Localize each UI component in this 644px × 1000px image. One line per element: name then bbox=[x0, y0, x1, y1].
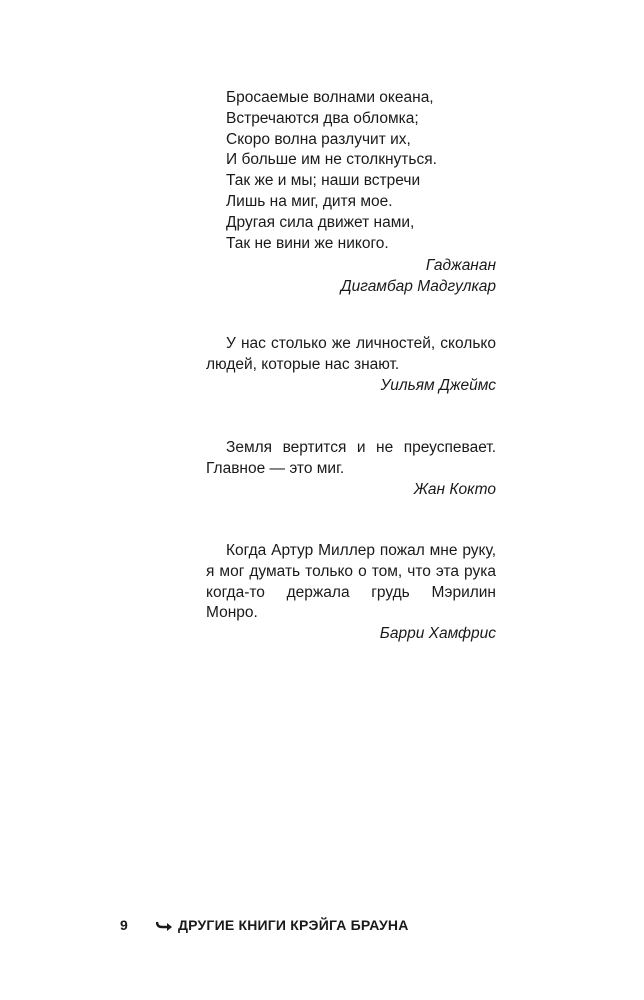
poem-line: И больше им не столкнуться. bbox=[226, 151, 437, 169]
page-number: 9 bbox=[120, 917, 128, 933]
poem-line: Так же и мы; наши встречи bbox=[226, 172, 421, 190]
epigraph-quote bbox=[206, 541, 496, 645]
epigraph-author: Уильям Джеймс bbox=[380, 376, 496, 394]
section-title: ДРУГИЕ КНИГИ КРЭЙГА БРАУНА bbox=[178, 917, 409, 933]
quote-text: Когда Артур Миллер пожал мне руку, я мог думать только о том, что эта рука когда-то держала грудь Мэрилин Монро. bbox=[206, 542, 496, 622]
epigraph-author: Барри Хамфрис bbox=[379, 625, 496, 643]
epigraph-quote bbox=[206, 334, 496, 396]
poem-line: Так не вини же никого. bbox=[226, 234, 389, 252]
epigraph-author: Дигамбар Мадгулкар bbox=[340, 278, 496, 296]
poem-line: Лишь на миг, дитя мое. bbox=[226, 192, 393, 210]
poem-line: Встречаются два обломка; bbox=[226, 109, 419, 127]
poem-line: Скоро волна разлучит их, bbox=[226, 130, 411, 148]
epigraph-author: Жан Кокто bbox=[413, 480, 496, 498]
page-footer bbox=[120, 917, 409, 933]
quote-text: У нас столько же личностей, сколько людей, которые нас знают. bbox=[206, 335, 496, 373]
arrow-right-icon bbox=[156, 919, 174, 931]
poem-line: Другая сила движет нами, bbox=[226, 213, 415, 231]
epigraph-author: Гаджанан bbox=[425, 257, 496, 275]
quote-text: Земля вертится и не преуспевает. Главное — это миг. bbox=[206, 439, 496, 477]
poem-line: Бросаемые волнами океана, bbox=[226, 89, 434, 106]
epigraph-poem bbox=[206, 88, 496, 298]
epigraph-quote bbox=[206, 438, 496, 500]
